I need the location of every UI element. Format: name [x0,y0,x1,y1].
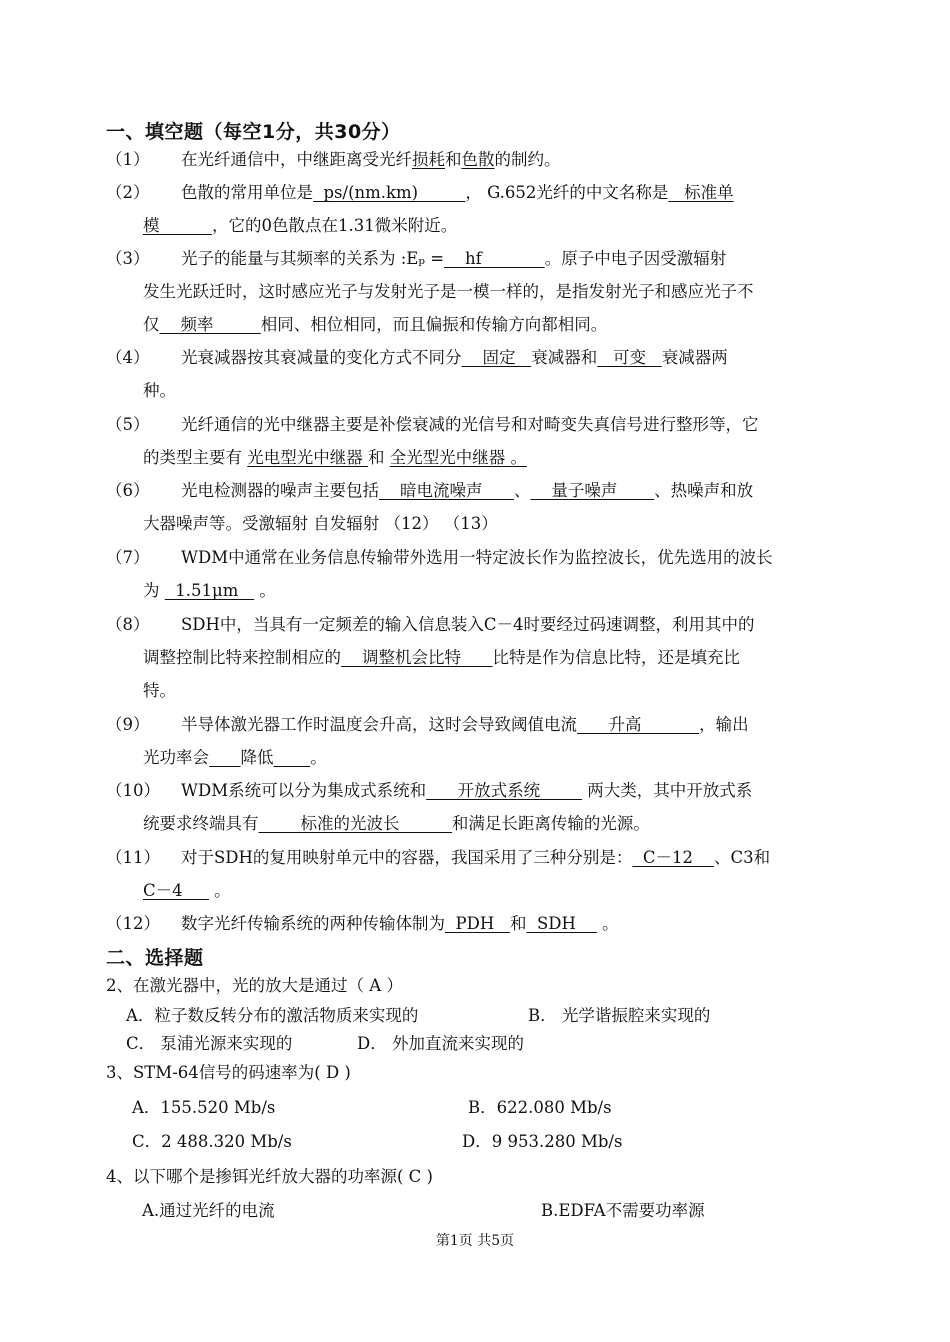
question-2-option-c: C． 泵浦光源来实现的 [126,1034,293,1053]
item-text: 特。 [143,681,176,700]
answer-blank: 可变 [597,348,662,367]
item-text: 半导体激光器工作时温度会升高，这时会导致阈值电流 [181,715,577,734]
fill-blank-item [106,341,851,407]
item-text: 和满足长距离传输的光源。 [451,814,650,833]
answer-blank: 模 [143,216,212,235]
item-text: 统要求终端具有 [143,814,259,833]
answer-blank: 色散 [461,150,495,169]
answer-blank: 标准的光波长 [258,814,452,833]
item-line [106,441,851,474]
item-text: 为 [143,581,165,600]
item-text: 光功率会 [143,748,209,767]
answer-blank: 量子噪声 [530,481,655,500]
answer-blank: ps/(nm.km) [313,183,466,202]
item-line [106,807,851,840]
item-text: 的制约。 [494,150,561,169]
answer-blank: 损耗 [412,150,445,169]
item-line [106,308,851,341]
item-line [106,741,851,774]
item-line [106,374,851,407]
question-2-option-a: A．粒子数反转分布的激活物质来实现的 [126,1006,419,1025]
item-text: 衰减器两 [661,348,728,367]
item-text: 的类型主要有 [143,448,248,467]
answer-blank: 开放式系统 [426,781,583,800]
fill-blank-item [106,474,851,540]
item-line [106,841,851,874]
item-number: （7） [106,548,150,567]
item-line [106,574,851,607]
item-number: （12） [106,914,160,933]
question-3-stem: 3、STM-64信号的码速率为( D ) [106,1063,351,1082]
item-text: 发生光跃迁时，这时感应光子与发射光子是一模一样的，是指发射光子和感应光子不 [143,282,754,301]
item-text: SDH中，当具有一定频差的输入信息装入C－4时要经过码速调整，利用其中的 [181,615,755,634]
answer-blank [273,748,310,767]
question-4-stem: 4、以下哪个是掺铒光纤放大器的功率源( C ) [106,1167,433,1186]
item-text: 、 [513,481,531,500]
answer-blank: SDH [526,914,597,933]
item-line [106,907,851,940]
item-text: 光电检测器的噪声主要包括 [181,481,379,500]
answer-blank: 调整机会比特 [341,648,493,667]
item-line [106,176,851,209]
item-number: （10） [106,781,160,800]
item-text: 数字光纤传输系统的两种传输体制为 [181,914,445,933]
item-line [106,774,851,807]
question-3-option-d: D．9 953.280 Mb/s [462,1132,623,1151]
item-line [106,143,851,176]
item-line [106,641,851,674]
question-3-option-b: B．622.080 Mb/s [468,1098,612,1117]
item-line [106,242,851,275]
item-text: ，它的0色散点在1.31微米附近。 [211,216,458,235]
item-text: 、热噪声和放 [654,481,754,500]
item-text: 衰减器和 [531,348,598,367]
fill-blank-item [106,541,851,607]
fill-blank-item [106,176,851,242]
item-text: 。 [208,881,231,900]
item-text: 光纤通信的光中继器主要是补偿衰减的光信号和对畸变失真信号进行整形等，它 [181,415,759,434]
section-2-title: 二、选择题 [106,947,204,969]
question-2-option-b: B． 光学谐振腔来实现的 [528,1006,711,1025]
answer-blank: C－4 [143,881,209,900]
fill-blank-item [106,408,851,474]
item-number: （6） [106,481,150,500]
item-text: 和 [509,914,527,933]
item-line [106,541,851,574]
item-text: 光衰减器按其衰减量的变化方式不同分 [181,348,462,367]
fill-blank-item [106,774,851,840]
answer-blank: 全光型光中继器 。 [389,448,527,467]
item-text: 调整控制比特来控制相应的 [143,648,341,667]
item-text: 光子的能量与其频率的关系为 :Eₚ = [181,249,445,268]
section-1-title: 一、填空题（每空1分，共30分） [106,121,401,143]
item-number: （5） [106,415,150,434]
answer-blank: 暗电流噪声 [379,481,514,500]
item-line [106,408,851,441]
item-line [106,708,851,741]
fill-blank-item [106,907,851,940]
item-text: 大器噪声等。受激辐射 自发辐射 （12） （13） [143,514,498,533]
item-text: 降低 [240,748,274,767]
item-number: （3） [106,249,150,268]
item-text: 。原子中电子因受激辐射 [544,249,727,268]
question-2-stem: 2、在激光器中，光的放大是通过（ A ） [106,976,403,995]
item-number: （8） [106,615,150,634]
item-line [106,608,851,641]
question-3-option-a: A．155.520 Mb/s [132,1098,276,1117]
question-4-option-b: B.EDFA不需要功率源 [541,1201,705,1220]
question-3-option-c: C．2 488.320 Mb/s [132,1132,292,1151]
item-text: 。 [310,748,327,767]
fill-blank-item [106,708,851,774]
fill-blank-item [106,841,851,907]
item-text: ，输出 [699,715,749,734]
answer-blank: PDH [445,914,510,933]
question-2-option-d: D． 外加直流来实现的 [357,1034,524,1053]
answer-blank: hf [444,249,545,268]
item-number: （9） [106,715,150,734]
answer-blank: 标准单 [668,183,734,202]
item-text: 、C3和 [714,848,771,867]
item-text: WDM中通常在业务信息传输带外选用一特定波长作为监控波长，优先选用的波长 [181,548,773,567]
item-text: 在光纤通信中，中继距离受光纤 [181,150,412,169]
item-text: 和 [368,448,390,467]
item-text: WDM系统可以分为集成式系统和 [181,781,427,800]
item-text: 。 [254,581,276,600]
answer-blank [209,748,240,767]
item-text: 和 [445,150,462,169]
item-text: 。 [596,914,619,933]
question-4-option-a: A.通过光纤的电流 [142,1201,275,1220]
item-line [106,674,851,707]
item-line [106,341,851,374]
item-text: 两大类，其中开放式系 [582,781,753,800]
page-footer: 第1页 共5页 [435,1233,515,1249]
item-text: 仅 [143,315,160,334]
item-line [106,275,851,308]
item-number: （2） [106,183,150,202]
item-text: 相同、相位相同，而且偏振和传输方向都相同。 [260,315,608,334]
answer-blank: 光电型光中继器 [247,448,368,467]
item-line [106,874,851,907]
fill-blank-item [106,143,851,176]
item-line [106,209,851,242]
item-number: （4） [106,348,150,367]
item-text: 比特是作为信息比特，还是填充比 [492,648,740,667]
answer-blank: 频率 [159,315,261,334]
item-text: 对于SDH的复用映射单元中的容器，我国采用了三种分别是： [181,848,633,867]
item-line [106,507,851,540]
item-text: 色散的常用单位是 [181,183,313,202]
answer-blank: 固定 [461,348,532,367]
item-number: （11） [106,848,160,867]
answer-blank: 1.51μm [164,581,255,600]
answer-blank: 升高 [577,715,700,734]
fill-blank-item [106,242,851,341]
item-text: 种。 [143,381,176,400]
item-text: ， G.652光纤的中文名称是 [465,183,669,202]
answer-blank: C－12 [632,848,715,867]
fill-blank-item [106,608,851,707]
item-line [106,474,851,507]
item-number: （1） [106,150,150,169]
